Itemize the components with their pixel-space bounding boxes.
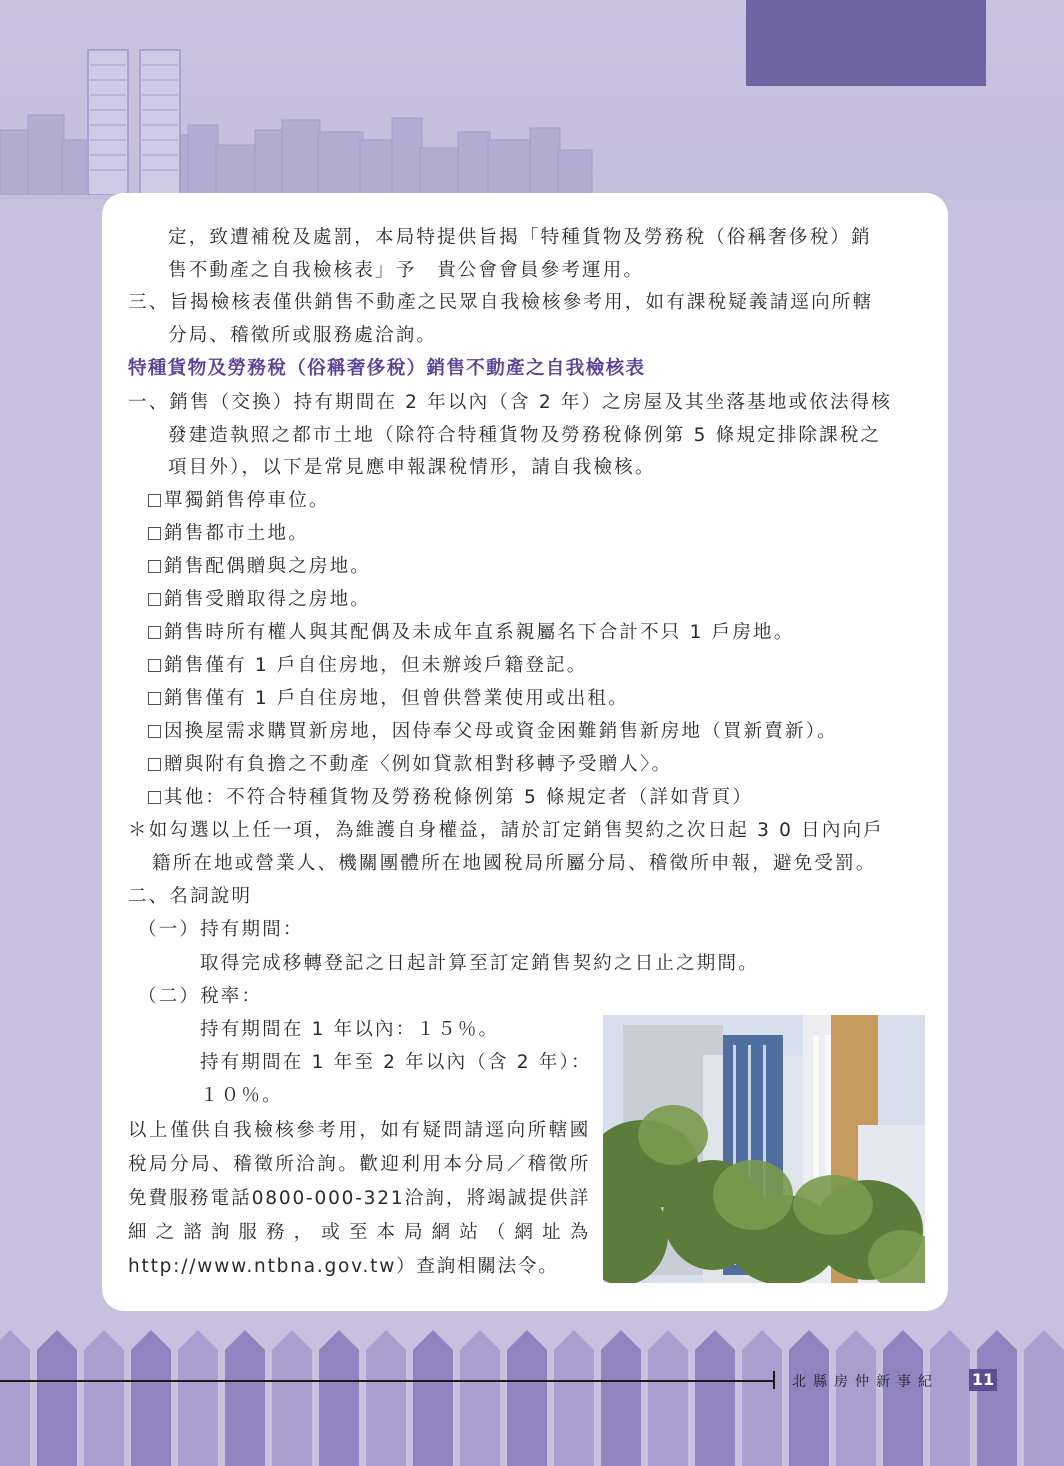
fence-post: [460, 1330, 500, 1466]
page-number: 11: [969, 1369, 997, 1391]
header-accent-block: [746, 0, 986, 86]
checkbox[interactable]: [148, 626, 161, 639]
checklist-item[interactable]: 其他：不符合特種貨物及勞務稅條例第 5 條規定者（詳如背頁）: [148, 787, 753, 809]
footer-title: 北縣房仲新事紀: [792, 1374, 939, 1390]
checkbox[interactable]: [148, 692, 161, 705]
fence-post: [554, 1330, 594, 1466]
fence-post: [648, 1330, 688, 1466]
checklist-item[interactable]: 銷售都市土地。: [148, 523, 309, 545]
checklist-item[interactable]: 銷售僅有 1 戶自住房地，但曾供營業使用或出租。: [148, 688, 629, 710]
fence-post: [883, 1330, 923, 1466]
fence-post: [977, 1330, 1017, 1466]
tax-rate-line: 持有期間在 1 年至 2 年以內（含 2 年）：: [200, 1052, 592, 1073]
checklist-item[interactable]: 銷售配偶贈與之房地。: [148, 556, 371, 578]
fence-post: [178, 1330, 218, 1466]
fence-decoration: [0, 1330, 1064, 1466]
checkbox[interactable]: [148, 758, 161, 771]
section-one-text: 項目外），以下是常見應申報課稅情形，請自我檢核。: [168, 457, 656, 478]
fence-post: [0, 1330, 30, 1466]
note-text: ＊如勾選以上任一項，為維護自身權益，請於訂定銷售契約之次日起 3 0 日內向戶: [128, 820, 884, 841]
fence-post: [319, 1330, 359, 1466]
footer-rule: [0, 1380, 775, 1382]
holding-period-text: 取得完成移轉登記之日起計算至訂定銷售契約之日止之期間。: [200, 953, 759, 974]
fence-post: [789, 1330, 829, 1466]
fence-post: [366, 1330, 406, 1466]
closing-paragraph: 以上僅供自我檢核參考用，如有疑問請逕向所轄國稅局分局、稽徵所洽詢。歡迎利用本分局／稽徵所免費服務電話0800-000-321洽詢，將竭誠提供詳細之諮詢服務，或至本局網站（網址為http://www.ntbna.gov.tw）查詢相關法令。: [128, 1120, 590, 1277]
checklist-item[interactable]: 銷售受贈取得之房地。: [148, 589, 371, 611]
checkbox[interactable]: [148, 527, 161, 540]
fence-post: [507, 1330, 547, 1466]
checkbox[interactable]: [148, 791, 161, 804]
section-two-title: 二、名詞說明: [128, 886, 253, 907]
fence-post: [131, 1330, 171, 1466]
item-three: 三、旨揭檢核表僅供銷售不動產之民眾自我檢核參考用，如有課稅疑義請逕向所轄: [128, 292, 874, 313]
checkbox[interactable]: [148, 593, 161, 606]
city-skyline-illustration: [0, 20, 620, 195]
fence-post: [1024, 1330, 1064, 1466]
holding-period-title: （一）持有期間：: [138, 919, 304, 940]
tax-rate-title: （二）稅率：: [138, 986, 263, 1007]
fence-post: [601, 1330, 641, 1466]
checkbox[interactable]: [148, 494, 161, 507]
section-one-text: 一、銷售（交換）持有期間在 2 年以內（含 2 年）之房屋及其坐落基地或依法得核: [128, 392, 893, 413]
checklist-item[interactable]: 贈與附有負擔之不動產〈例如貸款相對移轉予受贈人〉。: [148, 754, 672, 776]
tax-rate-value: １０％。: [200, 1085, 283, 1106]
fence-post: [695, 1330, 735, 1466]
fence-post: [37, 1330, 77, 1466]
checkbox[interactable]: [148, 560, 161, 573]
checklist-item[interactable]: 因換屋需求購買新房地，因侍奉父母或資金困難銷售新房地（買新賣新）。: [148, 721, 838, 743]
checkbox[interactable]: [148, 725, 161, 738]
checklist-item[interactable]: 銷售時所有權人與其配偶及未成年直系親屬名下合計不只 1 戶房地。: [148, 622, 794, 644]
note-text: 籍所在地或營業人、機關團體所在地國稅局所屬分局、稽徵所申報，避免受罰。: [152, 853, 877, 874]
form-heading: 特種貨物及勞務稅（俗稱奢侈稅）銷售不動產之自我檢核表: [128, 358, 646, 379]
fence-post: [84, 1330, 124, 1466]
building-photo: [603, 1015, 925, 1283]
checkbox[interactable]: [148, 659, 161, 672]
fence-post: [272, 1330, 312, 1466]
fence-post: [742, 1330, 782, 1466]
tax-rate-line: 持有期間在 1 年以內：１５％。: [200, 1019, 500, 1040]
intro-line: 定，致遭補稅及處罰，本局特提供旨揭「特種貨物及勞務稅（俗稱奢侈稅）銷: [168, 227, 872, 248]
fence-post: [413, 1330, 453, 1466]
intro-line: 售不動產之自我檢核表」予 貴公會會員參考運用。: [168, 260, 645, 281]
checklist-item[interactable]: 單獨銷售停車位。: [148, 490, 330, 512]
fence-post: [836, 1330, 876, 1466]
fence-post: [930, 1330, 970, 1466]
checklist-item[interactable]: 銷售僅有 1 戶自住房地，但未辦竣戶籍登記。: [148, 655, 587, 677]
item-three-cont: 分局、稽徵所或服務處洽詢。: [168, 325, 438, 346]
footer-divider: [773, 1371, 775, 1389]
section-one-text: 發建造執照之都市土地（除符合特種貨物及勞務稅條例第 5 條規定排除課稅之: [168, 425, 882, 446]
fence-post: [225, 1330, 265, 1466]
